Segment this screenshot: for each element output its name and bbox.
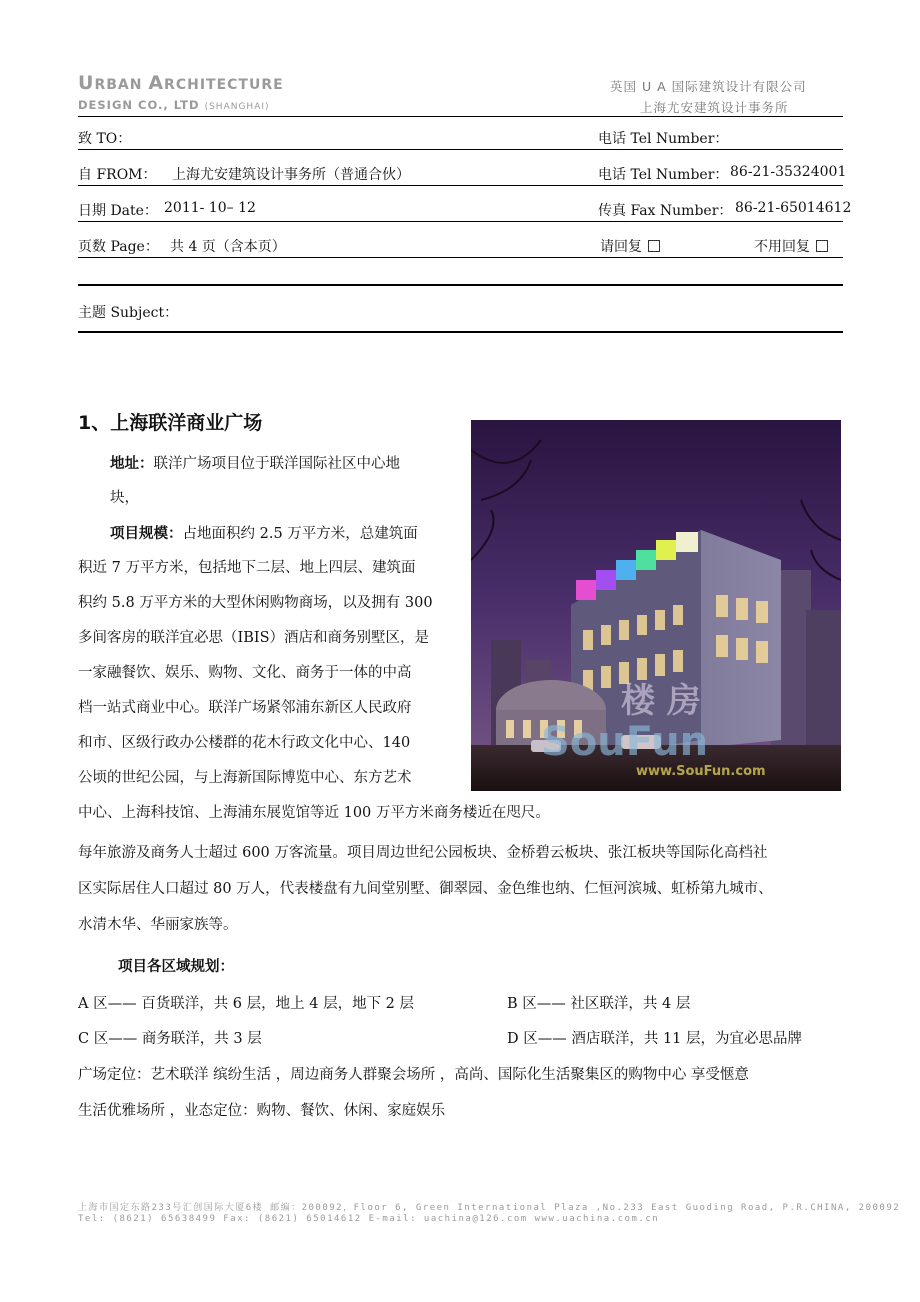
watermark-brand: SouFun (541, 719, 709, 765)
address-line-2: 块， (110, 490, 139, 506)
company-logo-line1: URBAN ARCHITECTURE (78, 72, 284, 94)
section-heading: 1、上海联洋商业广场 (78, 412, 263, 434)
zone-b: B 区—— 社区联洋，共 4 层 (507, 996, 691, 1012)
zone-d: D 区—— 酒店联洋，共 11 层，为宜必思品牌 (507, 1031, 803, 1047)
positioning-line-2: 生活优雅场所 ，业态定位：购物、餐饮、休闲、家庭娱乐 (78, 1103, 446, 1119)
scale-line-4: 多间客房的联洋宜必思（IBIS）酒店和商务别墅区，是 (78, 630, 430, 646)
form-divider-4 (78, 257, 843, 258)
form-divider-1 (78, 149, 843, 150)
scale-line-5: 一家融餐饮、娱乐、购物、文化、商务于一体的中高 (78, 665, 412, 681)
to-label: 致 TO： (78, 131, 132, 147)
watermark-url: www.SouFun.com (636, 764, 766, 779)
pages-label: 页数 Page： (78, 239, 159, 255)
footer-contact: Tel: (8621) 65638499 Fax: (8621) 65014612 E-mail: uachina@126.com www.uachina.com.cn (78, 1214, 660, 1224)
zone-a: A 区—— 百货联洋，共 6 层，地上 4 层，地下 2 层 (78, 996, 415, 1012)
noreply-option[interactable] (754, 236, 828, 256)
scale-line-2: 积近 7 万平方米，包括地下二层、地上四层、建筑面 (78, 560, 416, 576)
noreply-label: 不用回复 (754, 239, 810, 255)
tel-value: 86-21-35324001 (730, 164, 847, 180)
date-value: 2011- 10– 12 (164, 200, 256, 216)
scale-line-6: 档一站式商业中心。联洋广场紧邻浦东新区人民政府 (78, 700, 412, 716)
zones-heading: 项目各区域规划： (118, 958, 234, 975)
scale-line-1: 项目规模：占地面积约 2.5 万平方米，总建筑面 (110, 525, 418, 542)
fax-label: 传真 Fax Number： (598, 203, 733, 219)
from-label: 自 FROM： (78, 167, 157, 183)
positioning-line-1: 广场定位：艺术联洋 缤纷生活 ，周边商务人群聚会场所 ，高尚、国际化生活聚集区的购物中心 享受惬意 (78, 1067, 749, 1083)
company-name-cn-1: 英国 U A 国际建筑设计有限公司 (610, 79, 807, 94)
pages-value: 共 4 页（含本页） (170, 239, 286, 255)
tel-label-1: 电话 Tel Number： (598, 131, 729, 147)
from-value: 上海尤安建筑设计事务所（普通合伙） (172, 167, 410, 183)
zone-c: C 区—— 商务联洋，共 3 层 (78, 1031, 262, 1047)
address-line-1: 地址：联洋广场项目位于联洋国际社区中心地 (110, 455, 400, 472)
subject-label: 主题 Subject： (78, 305, 179, 321)
reply-option[interactable] (600, 236, 660, 256)
full-line-2: 区实际居住人口超过 80 万人，代表楼盘有九间堂别墅、御翠园、金色维也纳、仁恒河滨城、虹桥第九城市、 (78, 881, 773, 897)
footer-address: 上海市国定东路233号汇创国际大厦6楼 邮编：200092，Floor 6, Green International Plaza ,No.233 East Guoding Road, P.R.CHINA, 200092 (78, 1203, 901, 1213)
watermark-cn: 楼 房 (621, 681, 701, 721)
scale-line-9: 中心、上海科技馆、上海浦东展览馆等近 100 万平方米商务楼近在咫尺。 (78, 805, 550, 821)
scale-line-3: 积约 5.8 万平方米的大型休闲购物商场，以及拥有 300 (78, 595, 433, 611)
company-name-cn-2: 上海尤安建筑设计事务所 (640, 100, 789, 115)
full-line-1: 每年旅游及商务人士超过 600 万客流量。项目周边世纪公园板块、金桥碧云板块、张江板块等国际化高档社 (78, 845, 768, 861)
subject-divider-bottom (78, 331, 843, 333)
fax-value: 86-21-65014612 (735, 200, 852, 216)
scale-line-7: 和市、区级行政办公楼群的花木行政文化中心、140 (78, 735, 411, 751)
scale-label: 项目规模： (110, 525, 183, 542)
company-logo-line2: DESIGN CO., LTD (SHANGHAI) (78, 98, 270, 112)
noreply-checkbox[interactable] (816, 240, 828, 252)
scale-line-8: 公顷的世纪公园，与上海新国际博览中心、东方艺术 (78, 770, 412, 786)
reply-checkbox[interactable] (648, 240, 660, 252)
subject-divider-top (78, 284, 843, 286)
date-label: 日期 Date： (78, 203, 158, 219)
full-line-3: 水清木华、华丽家族等。 (78, 917, 238, 933)
building-photo (471, 420, 841, 791)
address-label: 地址： (110, 455, 154, 472)
form-divider-3 (78, 221, 843, 222)
header-divider (78, 116, 843, 117)
reply-label: 请回复 (600, 239, 642, 255)
tel-label-2: 电话 Tel Number： (598, 167, 729, 183)
form-divider-2 (78, 185, 843, 186)
